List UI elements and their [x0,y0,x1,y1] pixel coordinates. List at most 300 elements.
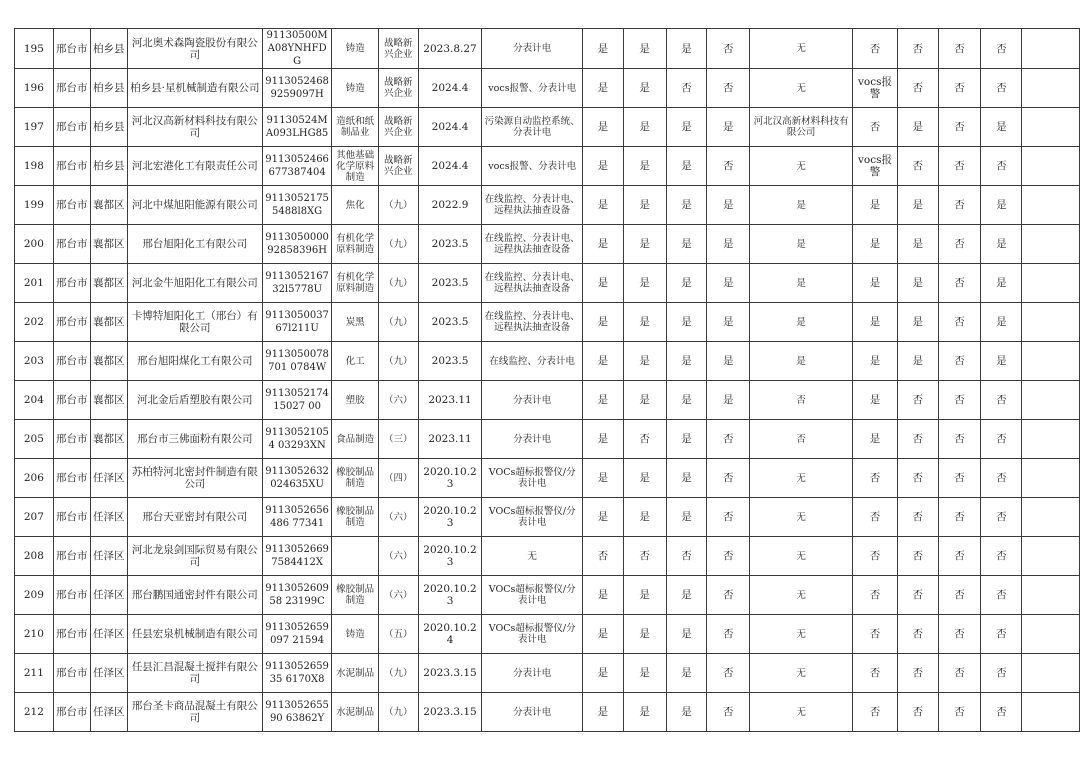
cell-credit-code: 9113052659097 21594 [262,615,332,654]
cell-county: 柏乡县 [90,108,127,147]
cell-county: 襄都区 [90,342,127,381]
cell-flag-g: 否 [981,69,1022,108]
cell-flag-d: 是 [707,225,750,264]
cell-industry: 化工 [332,342,379,381]
cell-remote-device: 无 [750,147,853,186]
cell-seq-no: 203 [15,342,54,381]
cell-flag-d: 否 [707,147,750,186]
cell-remote-device: 河北汉高新材料科技有限公司 [750,108,853,147]
cell-category: （六） [378,576,418,615]
cell-vocs-alarm: 否 [853,537,898,576]
cell-flag-b: 是 [623,264,666,303]
cell-date: 2023.3.15 [418,654,482,693]
cell-flag-g: 否 [981,459,1022,498]
cell-industry: 水泥制品 [332,654,379,693]
cell-monitoring-measures: 分表计电 [482,381,583,420]
cell-remark [1022,615,1080,654]
cell-vocs-alarm: 否 [853,108,898,147]
cell-county: 任泽区 [90,693,127,732]
cell-company-name: 邢台旭阳煤化工有限公司 [127,342,262,381]
cell-flag-b: 是 [623,615,666,654]
cell-flag-g: 是 [981,264,1022,303]
table-row [15,498,1080,537]
cell-remote-device: 无 [750,693,853,732]
cell-flag-b: 是 [623,303,666,342]
cell-flag-d: 是 [707,303,750,342]
cell-vocs-alarm: 否 [853,693,898,732]
cell-date: 2020.10.23 [418,537,482,576]
cell-flag-c: 是 [666,147,707,186]
cell-flag-d: 否 [707,537,750,576]
cell-flag-c: 是 [666,29,707,69]
table-row [15,303,1080,342]
cell-flag-c: 是 [666,108,707,147]
cell-flag-a: 否 [582,537,623,576]
cell-flag-b: 否 [623,420,666,459]
cell-city: 邢台市 [53,342,90,381]
cell-flag-e: 否 [897,498,938,537]
cell-flag-g: 是 [981,186,1022,225]
cell-monitoring-measures: 在线监控、分表计电、远程执法抽查设备 [482,186,583,225]
cell-vocs-alarm: 否 [853,29,898,69]
cell-flag-c: 是 [666,498,707,537]
table-row [15,108,1080,147]
cell-flag-d: 是 [707,342,750,381]
cell-flag-c: 是 [666,264,707,303]
cell-county: 任泽区 [90,459,127,498]
cell-flag-e: 否 [897,459,938,498]
cell-company-name: 邢台圣卡商品混凝土有限公司 [127,693,262,732]
cell-date: 2023.5 [418,342,482,381]
table-row [15,264,1080,303]
cell-remark [1022,459,1080,498]
cell-county: 任泽区 [90,537,127,576]
cell-seq-no: 196 [15,69,54,108]
cell-flag-e: 是 [897,225,938,264]
cell-remote-device: 是 [750,186,853,225]
cell-monitoring-measures: 在线监控、分表计电、远程执法抽查设备 [482,225,583,264]
cell-vocs-alarm: 是 [853,186,898,225]
cell-remark [1022,264,1080,303]
cell-flag-e: 否 [897,420,938,459]
cell-seq-no: 204 [15,381,54,420]
cell-credit-code: 91130524689259097H [262,69,332,108]
cell-city: 邢台市 [53,147,90,186]
cell-county: 任泽区 [90,498,127,537]
cell-industry: 有机化学原料制造 [332,225,379,264]
cell-flag-e: 否 [897,69,938,108]
cell-remark [1022,498,1080,537]
cell-monitoring-measures: vocs报警、分表计电 [482,69,583,108]
cell-date: 2024.4 [418,69,482,108]
cell-flag-d: 是 [707,108,750,147]
cell-flag-e: 否 [897,147,938,186]
cell-monitoring-measures: VOCs超标报警仪/分表计电 [482,615,583,654]
cell-industry: 焦化 [332,186,379,225]
cell-flag-g: 否 [981,693,1022,732]
cell-vocs-alarm: 是 [853,420,898,459]
cell-date: 2020.10.23 [418,576,482,615]
cell-city: 邢台市 [53,225,90,264]
cell-seq-no: 202 [15,303,54,342]
cell-credit-code: 911305217415027 00 [262,381,332,420]
cell-company-name: 邢台旭阳化工有限公司 [127,225,262,264]
cell-seq-no: 208 [15,537,54,576]
cell-company-name: 河北金牛旭阳化工有限公司 [127,264,262,303]
table-row [15,342,1080,381]
cell-flag-c: 是 [666,225,707,264]
cell-remote-device: 无 [750,498,853,537]
cell-industry: 铸造 [332,615,379,654]
cell-monitoring-measures: 分表计电 [482,693,583,732]
cell-remark [1022,420,1080,459]
cell-seq-no: 200 [15,225,54,264]
cell-flag-d: 否 [707,654,750,693]
cell-remote-device: 无 [750,576,853,615]
cell-monitoring-measures: vocs报警、分表计电 [482,147,583,186]
cell-category: （九） [378,342,418,381]
cell-seq-no: 195 [15,29,54,69]
cell-company-name: 邢台市三佛面粉有限公司 [127,420,262,459]
cell-city: 邢台市 [53,303,90,342]
cell-seq-no: 206 [15,459,54,498]
cell-flag-d: 否 [707,459,750,498]
cell-credit-code: 9113052632024635XU [262,459,332,498]
cell-vocs-alarm: 是 [853,381,898,420]
cell-remark [1022,147,1080,186]
cell-flag-g: 否 [981,147,1022,186]
cell-vocs-alarm: 否 [853,498,898,537]
cell-company-name: 河北中煤旭阳能源有限公司 [127,186,262,225]
cell-city: 邢台市 [53,498,90,537]
cell-flag-d: 否 [707,615,750,654]
cell-flag-g: 否 [981,537,1022,576]
cell-date: 2023.5 [418,225,482,264]
cell-flag-f: 否 [938,29,981,69]
table-row [15,537,1080,576]
cell-flag-b: 是 [623,108,666,147]
cell-flag-f: 否 [938,537,981,576]
cell-county: 襄都区 [90,303,127,342]
cell-company-name: 任县宏泉机械制造有限公司 [127,615,262,654]
cell-flag-d: 否 [707,576,750,615]
cell-city: 邢台市 [53,186,90,225]
cell-flag-b: 是 [623,342,666,381]
cell-flag-g: 是 [981,108,1022,147]
cell-remote-device: 否 [750,420,853,459]
cell-company-name: 任县汇昌混凝土搅拌有限公司 [127,654,262,693]
cell-flag-f: 否 [938,147,981,186]
cell-category: （九） [378,693,418,732]
cell-flag-f: 否 [938,498,981,537]
cell-vocs-alarm: 是 [853,225,898,264]
cell-city: 邢台市 [53,654,90,693]
cell-flag-a: 是 [582,381,623,420]
cell-monitoring-measures: 分表计电 [482,29,583,69]
cell-flag-b: 是 [623,381,666,420]
cell-industry: 铸造 [332,69,379,108]
cell-category: （九） [378,264,418,303]
cell-seq-no: 197 [15,108,54,147]
table-row [15,459,1080,498]
cell-flag-c: 是 [666,654,707,693]
cell-vocs-alarm: vocs报警 [853,69,898,108]
cell-category: （五） [378,615,418,654]
cell-credit-code: 91130521755488l8XG [262,186,332,225]
cell-industry: 水泥制品 [332,693,379,732]
cell-flag-c: 否 [666,69,707,108]
cell-flag-c: 是 [666,459,707,498]
cell-seq-no: 212 [15,693,54,732]
cell-category: （九） [378,186,418,225]
cell-flag-e: 否 [897,693,938,732]
cell-flag-a: 是 [582,576,623,615]
cell-date: 2023.11 [418,420,482,459]
cell-flag-b: 是 [623,576,666,615]
cell-flag-d: 否 [707,693,750,732]
cell-flag-g: 否 [981,381,1022,420]
cell-company-name: 河北宏港化工有限责任公司 [127,147,262,186]
cell-flag-a: 是 [582,693,623,732]
cell-city: 邢台市 [53,459,90,498]
cell-industry: 铸造 [332,29,379,69]
cell-seq-no: 201 [15,264,54,303]
cell-date: 2020.10.23 [418,459,482,498]
cell-flag-d: 是 [707,381,750,420]
cell-company-name: 河北奥术森陶瓷股份有限公司 [127,29,262,69]
cell-vocs-alarm: 是 [853,342,898,381]
cell-flag-f: 否 [938,69,981,108]
cell-credit-code: 9113052466677387404 [262,147,332,186]
cell-flag-e: 是 [897,108,938,147]
cell-date: 2023.8.27 [418,29,482,69]
cell-date: 2024.4 [418,147,482,186]
cell-remote-device: 无 [750,459,853,498]
cell-date: 2023.11 [418,381,482,420]
cell-flag-e: 是 [897,264,938,303]
cell-flag-f: 否 [938,303,981,342]
cell-remark [1022,69,1080,108]
cell-category: 战略新兴企业 [378,108,418,147]
cell-date: 2023.5 [418,303,482,342]
cell-industry: 有机化学原料制造 [332,264,379,303]
cell-monitoring-measures: VOCs超标报警仪/分表计电 [482,576,583,615]
cell-vocs-alarm: 否 [853,459,898,498]
cell-flag-a: 是 [582,264,623,303]
cell-flag-b: 是 [623,654,666,693]
cell-county: 柏乡县 [90,69,127,108]
table-row [15,29,1080,69]
cell-flag-a: 是 [582,225,623,264]
cell-category: 战略新兴企业 [378,147,418,186]
cell-monitoring-measures: VOCs超标报警仪/分表计电 [482,498,583,537]
cell-flag-e: 是 [897,186,938,225]
cell-credit-code: 911305216732l5778U [262,264,332,303]
cell-remark [1022,381,1080,420]
cell-flag-f: 否 [938,420,981,459]
cell-flag-f: 否 [938,108,981,147]
cell-remote-device: 是 [750,342,853,381]
cell-seq-no: 198 [15,147,54,186]
cell-flag-d: 是 [707,264,750,303]
cell-flag-g: 否 [981,654,1022,693]
cell-remark [1022,654,1080,693]
cell-county: 襄都区 [90,225,127,264]
cell-flag-c: 否 [666,537,707,576]
cell-remark [1022,303,1080,342]
cell-monitoring-measures: 在线监控、分表计电、远程执法抽查设备 [482,303,583,342]
cell-vocs-alarm: 是 [853,303,898,342]
cell-flag-a: 是 [582,342,623,381]
table-row [15,654,1080,693]
cell-flag-d: 否 [707,420,750,459]
cell-flag-c: 是 [666,303,707,342]
table-row [15,186,1080,225]
cell-date: 2020.10.24 [418,615,482,654]
cell-category: （九） [378,225,418,264]
cell-seq-no: 207 [15,498,54,537]
cell-flag-g: 是 [981,342,1022,381]
cell-category: （六） [378,537,418,576]
cell-category: 战略新兴企业 [378,29,418,69]
cell-flag-e: 否 [897,576,938,615]
cell-seq-no: 205 [15,420,54,459]
cell-credit-code: 91130500MA08YNHFDG [262,29,332,69]
cell-flag-c: 是 [666,342,707,381]
cell-flag-g: 否 [981,498,1022,537]
cell-flag-g: 否 [981,576,1022,615]
cell-credit-code: 911305260958 23199C [262,576,332,615]
cell-flag-g: 否 [981,615,1022,654]
cell-remote-device: 无 [750,615,853,654]
cell-remote-device: 无 [750,537,853,576]
cell-flag-e: 否 [897,29,938,69]
table-row [15,225,1080,264]
cell-city: 邢台市 [53,108,90,147]
cell-industry: 橡胶制品制造 [332,576,379,615]
cell-flag-a: 是 [582,498,623,537]
cell-flag-e: 是 [897,342,938,381]
cell-company-name: 河北金后盾塑胶有限公司 [127,381,262,420]
cell-county: 任泽区 [90,654,127,693]
cell-date: 2020.10.23 [418,498,482,537]
cell-credit-code: 911305000092858396H [262,225,332,264]
cell-credit-code: 91130524MA093LHG85 [262,108,332,147]
cell-flag-c: 是 [666,186,707,225]
cell-flag-a: 是 [582,654,623,693]
cell-industry [332,537,379,576]
cell-monitoring-measures: 污染源自动监控系统、分表计电 [482,108,583,147]
cell-flag-f: 否 [938,342,981,381]
cell-county: 任泽区 [90,615,127,654]
cell-date: 2022.9 [418,186,482,225]
cell-flag-a: 是 [582,615,623,654]
cell-industry: 造纸和纸制品业 [332,108,379,147]
cell-monitoring-measures: 无 [482,537,583,576]
cell-industry: 橡胶制品制造 [332,459,379,498]
cell-city: 邢台市 [53,69,90,108]
enterprise-table [14,28,1080,732]
cell-flag-b: 是 [623,459,666,498]
cell-industry: 炭黑 [332,303,379,342]
cell-industry: 塑胶 [332,381,379,420]
cell-company-name: 卡博特旭阳化工（邢台）有限公司 [127,303,262,342]
cell-county: 柏乡县 [90,29,127,69]
cell-company-name: 邢台鹏国通密封件有限公司 [127,576,262,615]
cell-county: 任泽区 [90,576,127,615]
table-row [15,693,1080,732]
cell-category: （四） [378,459,418,498]
cell-remark [1022,576,1080,615]
cell-flag-e: 否 [897,654,938,693]
cell-remark [1022,29,1080,69]
cell-flag-c: 是 [666,576,707,615]
cell-vocs-alarm: 是 [853,264,898,303]
cell-seq-no: 199 [15,186,54,225]
cell-company-name: 河北龙泉剑国际贸易有限公司 [127,537,262,576]
cell-city: 邢台市 [53,576,90,615]
cell-flag-d: 是 [707,186,750,225]
cell-credit-code: 9113052656486 77341 [262,498,332,537]
cell-flag-e: 否 [897,537,938,576]
cell-credit-code: 9113050078701 0784W [262,342,332,381]
data-table-sheet [14,28,1080,732]
cell-city: 邢台市 [53,420,90,459]
cell-vocs-alarm: 否 [853,654,898,693]
cell-flag-b: 是 [623,186,666,225]
cell-flag-e: 否 [897,381,938,420]
cell-remark [1022,186,1080,225]
cell-vocs-alarm: 否 [853,576,898,615]
cell-flag-f: 否 [938,576,981,615]
cell-monitoring-measures: VOCs超标报警仪/分表计电 [482,459,583,498]
cell-flag-a: 是 [582,108,623,147]
cell-flag-d: 否 [707,69,750,108]
cell-remark [1022,225,1080,264]
cell-flag-c: 是 [666,693,707,732]
cell-flag-f: 否 [938,615,981,654]
table-row [15,381,1080,420]
cell-flag-f: 否 [938,693,981,732]
cell-flag-b: 是 [623,693,666,732]
cell-remote-device: 否 [750,381,853,420]
cell-seq-no: 211 [15,654,54,693]
cell-county: 柏乡县 [90,147,127,186]
cell-vocs-alarm: vocs报警 [853,147,898,186]
cell-date: 2023.5 [418,264,482,303]
cell-credit-code: 911305265590 63862Y [262,693,332,732]
cell-flag-b: 是 [623,147,666,186]
cell-category: （六） [378,498,418,537]
cell-flag-f: 否 [938,186,981,225]
cell-monitoring-measures: 在线监控、分表计电 [482,342,583,381]
cell-flag-b: 是 [623,498,666,537]
cell-monitoring-measures: 分表计电 [482,654,583,693]
cell-flag-f: 否 [938,654,981,693]
cell-flag-a: 是 [582,69,623,108]
cell-city: 邢台市 [53,693,90,732]
cell-category: （九） [378,303,418,342]
table-row [15,420,1080,459]
cell-city: 邢台市 [53,615,90,654]
cell-flag-a: 是 [582,29,623,69]
cell-flag-f: 否 [938,264,981,303]
cell-remote-device: 无 [750,654,853,693]
cell-county: 襄都区 [90,381,127,420]
cell-flag-f: 否 [938,381,981,420]
cell-flag-f: 否 [938,459,981,498]
cell-category: （九） [378,654,418,693]
